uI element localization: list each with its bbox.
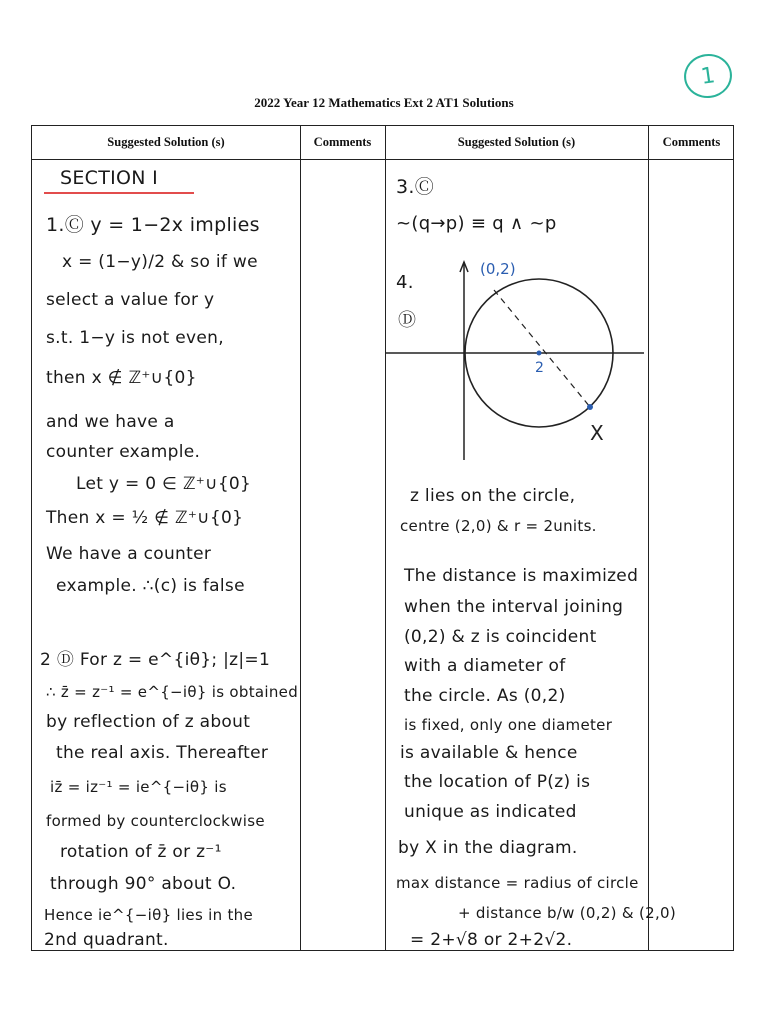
- diameter-dashed-line: [494, 290, 590, 407]
- max-point-dot: [587, 404, 593, 410]
- centre-label: 2: [535, 360, 544, 376]
- solution-line: by X in the diagram.: [398, 838, 578, 858]
- solution-line: is fixed, only one diameter: [404, 716, 613, 734]
- solution-line: ∴ z̄ = z⁻¹ = e^{−iθ} is obtained: [46, 683, 299, 701]
- solution-line: 2 Ⓓ For z = e^{iθ}; |z|=1: [40, 650, 271, 670]
- header-suggested-solution-left: Suggested Solution (s): [107, 135, 225, 149]
- solution-line: Ⓓ: [398, 310, 417, 331]
- solution-line: 3.Ⓒ: [396, 176, 435, 198]
- solution-line: with a diameter of: [404, 656, 566, 676]
- section-heading: SECTION I: [60, 167, 159, 189]
- solution-line: select a value for y: [46, 290, 215, 310]
- header-suggested-solution-right: Suggested Solution (s): [457, 135, 576, 149]
- solution-line: The distance is maximized: [404, 566, 639, 586]
- solution-line: max distance = radius of circle: [396, 874, 639, 892]
- solution-line: 2nd quadrant.: [44, 930, 169, 950]
- solution-line: rotation of z̄ or z⁻¹: [60, 842, 222, 862]
- solution-line: = 2+√8 or 2+2√2.: [410, 930, 573, 950]
- solution-line: example. ∴(c) is false: [56, 576, 245, 596]
- solution-line: unique as indicated: [404, 802, 577, 822]
- solution-line: through 90° about O.: [50, 874, 237, 894]
- header-comments-right: Comments: [662, 135, 721, 149]
- solution-line: s.t. 1−y is not even,: [46, 328, 224, 348]
- solution-line: ~(q→p) ≡ q ∧ ~p: [396, 213, 557, 234]
- solution-line: the circle. As (0,2): [404, 686, 566, 706]
- solution-line: Let y = 0 ∈ ℤ⁺∪{0}: [76, 474, 252, 494]
- solution-line: We have a counter: [46, 544, 212, 564]
- solution-line: centre (2,0) & r = 2units.: [400, 517, 597, 535]
- x-mark-label: X: [590, 421, 604, 445]
- solution-line: z lies on the circle,: [410, 486, 576, 506]
- solution-line: counter example.: [46, 442, 201, 462]
- solution-line: + distance b/w (0,2) & (2,0): [458, 904, 677, 922]
- centre-dot: [537, 351, 542, 356]
- header-comments-left: Comments: [313, 135, 372, 149]
- page-number-mark: 1: [681, 51, 735, 101]
- solution-line: is available & hence: [400, 743, 578, 763]
- solution-line: Hence ie^{−iθ} lies in the: [44, 906, 253, 924]
- solution-line: x = (1−y)/2 & so if we: [62, 252, 258, 272]
- solution-line: when the interval joining: [404, 597, 624, 617]
- solution-line: formed by counterclockwise: [46, 812, 265, 830]
- solution-line: iz̄ = iz⁻¹ = ie^{−iθ} is: [50, 778, 227, 796]
- solution-line: the real axis. Thereafter: [56, 743, 269, 763]
- solution-line: 4.: [396, 272, 414, 293]
- solution-line: by reflection of z about: [46, 712, 251, 732]
- solution-line: and we have a: [46, 412, 175, 432]
- solution-line: the location of P(z) is: [404, 772, 591, 792]
- solution-line: 1.Ⓒ y = 1−2x implies: [46, 214, 260, 236]
- solution-line: Then x = ½ ∉ ℤ⁺∪{0}: [46, 508, 244, 528]
- document-title: 2022 Year 12 Mathematics Ext 2 AT1 Solutions: [254, 95, 514, 110]
- point-label: (0,2): [480, 260, 516, 278]
- solution-line: then x ∉ ℤ⁺∪{0}: [46, 368, 197, 388]
- solution-line: (0,2) & z is coincident: [404, 627, 597, 647]
